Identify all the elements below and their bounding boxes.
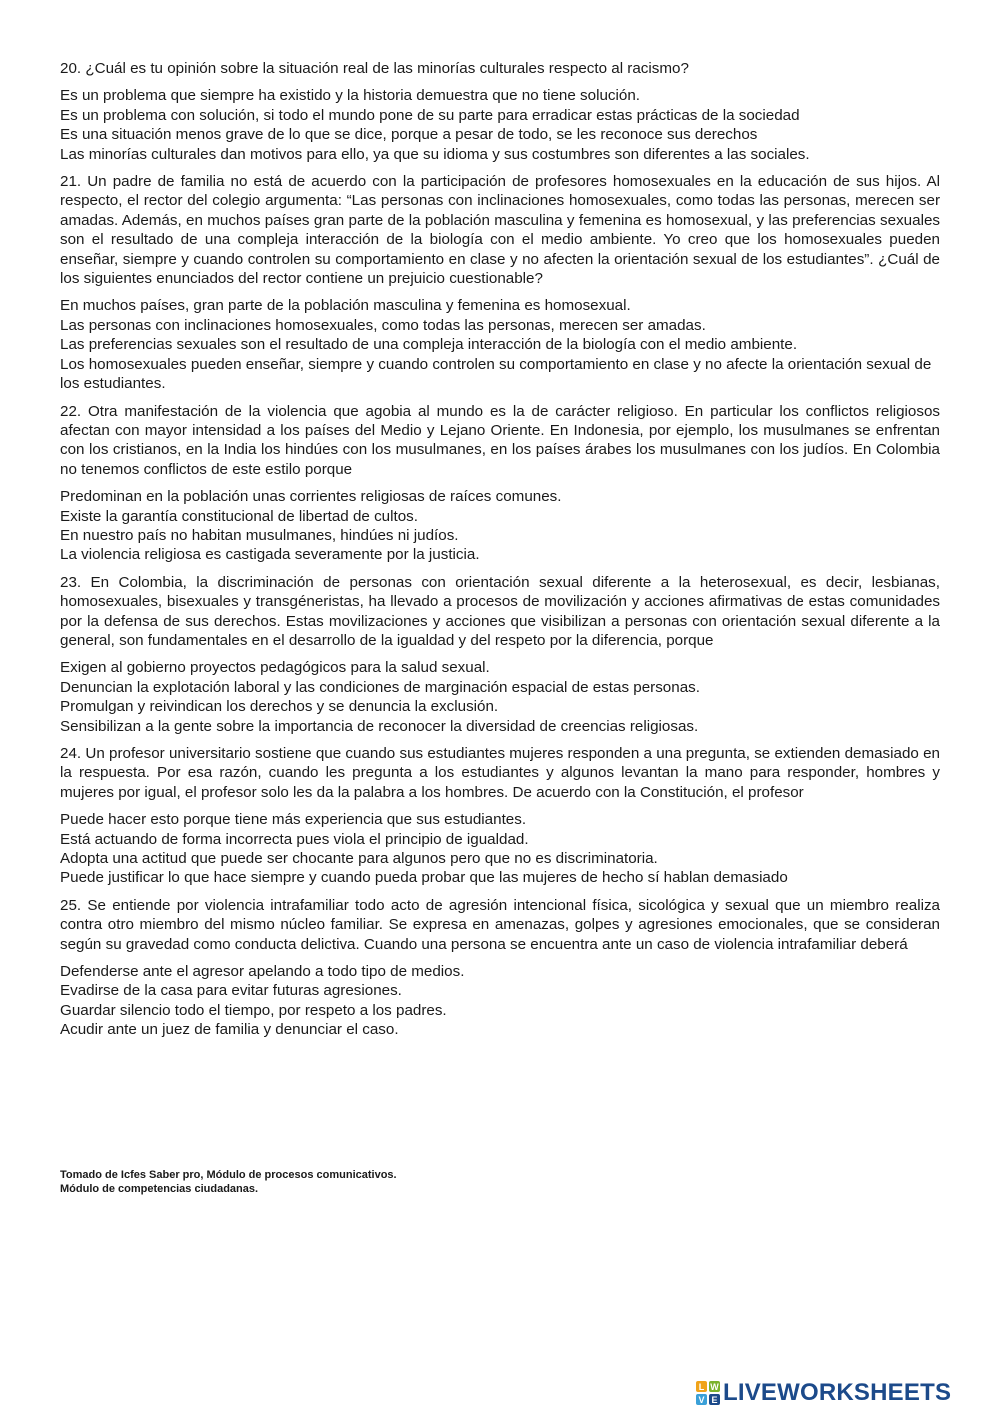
option: Denuncian la explotación laboral y las condiciones de marginación espacial de estas personas. bbox=[60, 678, 700, 696]
source-line-1: Tomado de Icfes Saber pro, Módulo de procesos comunicativos. bbox=[60, 1169, 397, 1181]
question-23-options bbox=[60, 658, 940, 736]
question-25-options bbox=[60, 962, 940, 1040]
logo-tile-l: L bbox=[696, 1381, 707, 1392]
logo-tile-v: V bbox=[696, 1394, 707, 1405]
option: La violencia religiosa es castigada severamente por la justicia. bbox=[60, 546, 480, 564]
liveworksheets-logo-icon bbox=[696, 1381, 720, 1405]
source-note bbox=[60, 1168, 397, 1196]
question-24-options bbox=[60, 810, 940, 888]
option: Está actuando de forma incorrecta pues viola el principio de igualdad. bbox=[60, 830, 529, 848]
option: Evadirse de la casa para evitar futuras agresiones. bbox=[60, 982, 402, 1000]
option: Existe la garantía constitucional de libertad de cultos. bbox=[60, 507, 418, 525]
option: Predominan en la población unas corrientes religiosas de raíces comunes. bbox=[60, 488, 562, 506]
option: En muchos países, gran parte de la población masculina y femenina es homosexual. bbox=[60, 297, 631, 315]
brand-wordmark: LIVEWORKSHEETS bbox=[723, 1379, 952, 1406]
option: Guardar silencio todo el tiempo, por respeto a los padres. bbox=[60, 1001, 447, 1019]
question-23: 23. En Colombia, la discriminación de personas con orientación sexual diferente a la heterosexual, es decir, lesbianas, homosexuales, bisexuales y transgéneristas, ha llevado a procesos de movilización y acciones afirmativas de estas comunidades por la defensa de sus derechos. Estas movilizaciones y acciones que visibilizan a personas con orientación sexual diferente a la general, son fundamentales en el desarrollo de la igualdad y del respeto por la diferencia, porque bbox=[60, 573, 940, 649]
option: Adopta una actitud que puede ser chocante para algunos pero que no es discriminatoria. bbox=[60, 850, 658, 868]
question-20-options bbox=[60, 86, 940, 164]
logo-tile-e: E bbox=[709, 1394, 720, 1405]
logo-tile-w: W bbox=[710, 1381, 719, 1392]
question-25: 25. Se entiende por violencia intrafamiliar todo acto de agresión intencional física, sicológica y sexual que un miembro realiza contra otro miembro del mismo núcleo familiar. Se expresa en amenazas, golpes y agresiones emocionales, que se consideran según su gravedad como conducta delictiva. Cuando una persona se encuentra ante un caso de violencia intrafamiliar deberá bbox=[60, 896, 940, 953]
option: Puede justificar lo que hace siempre y cuando pueda probar que las mujeres de hecho sí hablan demasiado bbox=[60, 869, 788, 887]
option: Exigen al gobierno proyectos pedagógicos para la salud sexual. bbox=[60, 659, 490, 677]
option: Las minorías culturales dan motivos para ello, ya que su idioma y sus costumbres son diferentes a las sociales. bbox=[60, 145, 810, 163]
option: Las personas con inclinaciones homosexuales, como todas las personas, merecen ser amadas. bbox=[60, 316, 706, 334]
option: Las preferencias sexuales son el resultado de una compleja interacción de la biología con el medio ambiente. bbox=[60, 336, 798, 354]
question-22-options bbox=[60, 487, 940, 565]
liveworksheets-brand[interactable] bbox=[696, 1379, 951, 1407]
option: Defenderse ante el agresor apelando a todo tipo de medios. bbox=[60, 963, 465, 981]
question-21: 21. Un padre de familia no está de acuerdo con la participación de profesores homosexuales en la educación de sus hijos. Al respecto, el rector del colegio argumenta: “Las personas con inclinaciones homosexuales, como todas las personas, merecen ser amadas. Además, en muchos países gran parte de la población masculina y femenina es homosexual, y las preferencias sexuales son el resultado de una compleja interacción de la biología con el medio ambiente. Yo creo que los homosexuales pueden enseñar, siempre y cuando controlen su comportamiento en clase y no afecten la orientación sexual de los estudiantes”. ¿Cuál de los siguientes enunciados del rector contiene un prejuicio cuestionable? bbox=[60, 173, 940, 288]
worksheet-page bbox=[60, 59, 940, 1048]
option: Promulgan y reivindican los derechos y se denuncia la exclusión. bbox=[60, 698, 499, 716]
source-line-2: Módulo de competencias ciudadanas. bbox=[60, 1183, 259, 1195]
option: Es un problema que siempre ha existido y la historia demuestra que no tiene solución. bbox=[60, 87, 640, 105]
question-21-options bbox=[60, 296, 940, 393]
question-20: 20. ¿Cuál es tu opinión sobre la situación real de las minorías culturales respecto al racismo? bbox=[60, 60, 689, 77]
option: Acudir ante un juez de familia y denunciar el caso. bbox=[60, 1021, 399, 1039]
option: Sensibilizan a la gente sobre la importancia de reconocer la diversidad de creencias religiosas. bbox=[60, 717, 699, 735]
option: Es una situación menos grave de lo que se dice, porque a pesar de todo, se les reconoce sus derechos bbox=[60, 126, 758, 144]
option: Los homosexuales pueden enseñar, siempre y cuando controlen su comportamiento en clase y no afecte la orientación sexual de los estudiantes. bbox=[60, 355, 932, 393]
option: En nuestro país no habitan musulmanes, hindúes ni judíos. bbox=[60, 526, 459, 544]
option: Puede hacer esto porque tiene más experiencia que sus estudiantes. bbox=[60, 811, 527, 829]
option: Es un problema con solución, si todo el mundo pone de su parte para erradicar estas prácticas de la sociedad bbox=[60, 106, 800, 124]
question-22: 22. Otra manifestación de la violencia que agobia al mundo es la de carácter religioso. En particular los conflictos religiosos afectan con mayor intensidad a los países del Medio y Lejano Oriente. En Indonesia, por ejemplo, los musulmanes se enfrentan con los cristianos, en la India los hindúes con los musulmanes, en los países árabes los musulmanes con los judíos. En Colombia no tenemos conflictos de este estilo porque bbox=[60, 402, 940, 478]
question-24: 24. Un profesor universitario sostiene que cuando sus estudiantes mujeres responden a una pregunta, se extienden demasiado en la respuesta. Por esa razón, cuando les pregunta a los estudiantes y algunos levantan la mano para responder, hombres y mujeres por igual, el profesor solo les da la palabra a los hombres. De acuerdo con la Constitución, el profesor bbox=[60, 745, 940, 801]
